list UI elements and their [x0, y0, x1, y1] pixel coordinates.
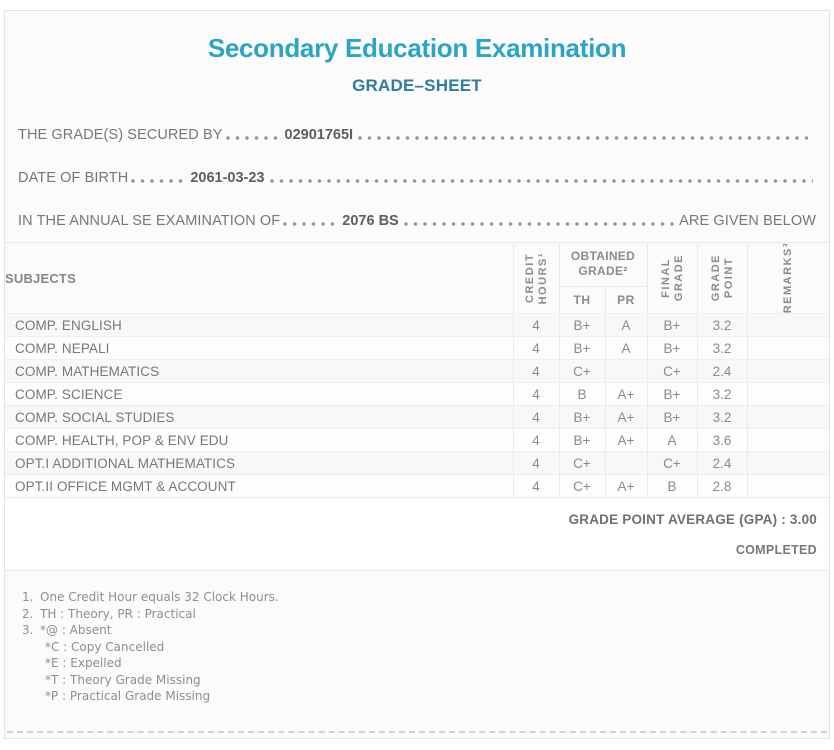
grade-point-cell: 3.2	[697, 314, 747, 337]
info-line-examination-year	[18, 199, 816, 242]
examination-year-value: 2076 BS	[342, 212, 399, 229]
page-title: Secondary Education Examination	[207, 33, 627, 63]
info-line-date-of-birth	[18, 156, 816, 199]
final-grade-cell: C+	[647, 452, 697, 475]
th-grade-cell: B+	[559, 337, 605, 360]
dot-leader	[283, 213, 337, 229]
remarks-label: REMARKS³	[782, 242, 795, 314]
grade-point-cell: 2.4	[697, 360, 747, 383]
subject-cell: COMP. SOCIAL STUDIES	[5, 406, 513, 429]
pr-grade-cell	[605, 452, 647, 475]
final-grade-cell: A	[647, 429, 697, 452]
subject-cell: COMP. SCIENCE	[5, 383, 513, 406]
table-row	[5, 314, 829, 337]
grade-point-cell: 2.4	[697, 452, 747, 475]
pr-grade-cell: A+	[605, 475, 647, 498]
table-header-row	[5, 243, 829, 287]
date-of-birth-label: DATE OF BIRTH	[18, 169, 129, 186]
footnote-line: One Credit Hour equals 32 Clock Hours.	[40, 590, 279, 604]
remarks-cell	[747, 452, 829, 475]
footnote-number: 2.	[22, 606, 34, 621]
th-grade-cell: C+	[559, 475, 605, 498]
column-header-credit-hours	[513, 243, 559, 314]
final-grade-label-line1: FINAL	[659, 258, 672, 298]
final-grade-cell: B	[647, 475, 697, 498]
document-header	[5, 11, 829, 96]
pr-grade-cell: A+	[605, 383, 647, 406]
final-grade-cell: B+	[647, 406, 697, 429]
are-given-below-label: ARE GIVEN BELOW	[679, 212, 816, 229]
grade-point-label-line1: GRADE	[709, 254, 722, 302]
info-line-symbol-number	[18, 113, 816, 156]
table-row	[5, 452, 829, 475]
summary-section	[5, 497, 829, 571]
subject-cell: COMP. ENGLISH	[5, 314, 513, 337]
subject-cell: COMP. NEPALI	[5, 337, 513, 360]
footnote-line: *C : Copy Cancelled	[45, 639, 165, 654]
final-grade-label-line2: GRADE	[672, 254, 685, 302]
date-of-birth-value: 2061-03-23	[190, 169, 265, 186]
footnote-item	[22, 622, 815, 705]
credit-cell: 4	[513, 383, 559, 406]
column-header-remarks	[747, 243, 829, 314]
dot-leader	[226, 127, 280, 143]
table-row	[5, 429, 829, 452]
footnote-line: *E : Expelled	[45, 656, 122, 670]
footnote-line: *@ : Absent	[40, 623, 112, 637]
final-grade-cell: B+	[647, 337, 697, 360]
remarks-cell	[747, 383, 829, 406]
pr-grade-cell: A+	[605, 406, 647, 429]
th-grade-cell: B+	[559, 406, 605, 429]
remarks-cell	[747, 406, 829, 429]
pr-grade-cell: A	[605, 314, 647, 337]
credit-hours-label-line1: CREDIT	[523, 253, 536, 303]
status-text: COMPLETED	[735, 543, 817, 557]
dot-leader	[358, 127, 813, 143]
column-header-final-grade	[647, 243, 697, 314]
table-row	[5, 406, 829, 429]
footnote-item	[22, 606, 815, 623]
subject-cell: OPT.I ADDITIONAL MATHEMATICS	[5, 452, 513, 475]
column-header-practical: PR	[605, 286, 647, 313]
dashed-separator	[7, 731, 827, 733]
remarks-cell	[747, 337, 829, 360]
footnotes-section	[5, 571, 829, 705]
remarks-cell	[747, 360, 829, 383]
footnote-number: 3.	[22, 623, 34, 637]
grade-point-cell: 3.2	[697, 406, 747, 429]
dot-leader	[270, 170, 814, 186]
footnote-line: *T : Theory Grade Missing	[45, 672, 201, 687]
credit-cell: 4	[513, 360, 559, 383]
symbol-number-value: 02901765I	[284, 126, 354, 143]
column-header-obtained-grade	[559, 243, 647, 287]
grade-point-label-line2: POINT	[722, 257, 735, 299]
obtained-grade-label: OBTAINED GRADE²	[570, 249, 636, 279]
final-grade-cell: B+	[647, 314, 697, 337]
grade-sheet-document	[4, 10, 830, 739]
grade-point-cell: 3.2	[697, 383, 747, 406]
grades-secured-label: THE GRADE(S) SECURED BY	[18, 126, 223, 143]
page-subtitle: GRADE–SHEET	[352, 76, 482, 95]
subject-cell: COMP. HEALTH, POP & ENV EDU	[5, 429, 513, 452]
credit-cell: 4	[513, 429, 559, 452]
student-info-section	[5, 96, 829, 242]
column-header-subjects: SUBJECTS	[5, 270, 76, 286]
grade-point-cell: 3.6	[697, 429, 747, 452]
credit-hours-label-line2: HOURS¹	[536, 251, 549, 305]
column-header-theory: TH	[559, 286, 605, 313]
credit-cell: 4	[513, 337, 559, 360]
remarks-cell	[747, 475, 829, 498]
footnote-line: TH : Theory, PR : Practical	[40, 606, 196, 621]
th-grade-cell: C+	[559, 360, 605, 383]
final-grade-cell: C+	[647, 360, 697, 383]
footnote-item	[22, 589, 815, 606]
th-grade-cell: B+	[559, 429, 605, 452]
examination-of-label: IN THE ANNUAL SE EXAMINATION OF	[18, 212, 281, 229]
dot-leader	[404, 213, 676, 229]
subject-cell: COMP. MATHEMATICS	[5, 360, 513, 383]
table-row	[5, 475, 829, 498]
th-grade-cell: B	[559, 383, 605, 406]
pr-grade-cell	[605, 360, 647, 383]
credit-cell: 4	[513, 314, 559, 337]
table-row	[5, 337, 829, 360]
remarks-cell	[747, 314, 829, 337]
pr-grade-cell: A+	[605, 429, 647, 452]
gpa-text: GRADE POINT AVERAGE (GPA) : 3.00	[568, 512, 817, 527]
th-grade-cell: C+	[559, 452, 605, 475]
credit-cell: 4	[513, 406, 559, 429]
th-grade-cell: B+	[559, 314, 605, 337]
subject-cell: OPT.II OFFICE MGMT & ACCOUNT	[5, 475, 513, 498]
grades-table	[5, 242, 829, 497]
credit-cell: 4	[513, 475, 559, 498]
table-row	[5, 360, 829, 383]
pr-grade-cell: A	[605, 337, 647, 360]
grade-point-cell: 2.8	[697, 475, 747, 498]
final-grade-cell: B+	[647, 383, 697, 406]
footnote-line: *P : Practical Grade Missing	[45, 689, 211, 703]
column-header-grade-point	[697, 243, 747, 314]
table-row	[5, 383, 829, 406]
remarks-cell	[747, 429, 829, 452]
credit-cell: 4	[513, 452, 559, 475]
grade-point-cell: 3.2	[697, 337, 747, 360]
dot-leader	[131, 170, 185, 186]
footnote-number: 1.	[22, 590, 34, 604]
